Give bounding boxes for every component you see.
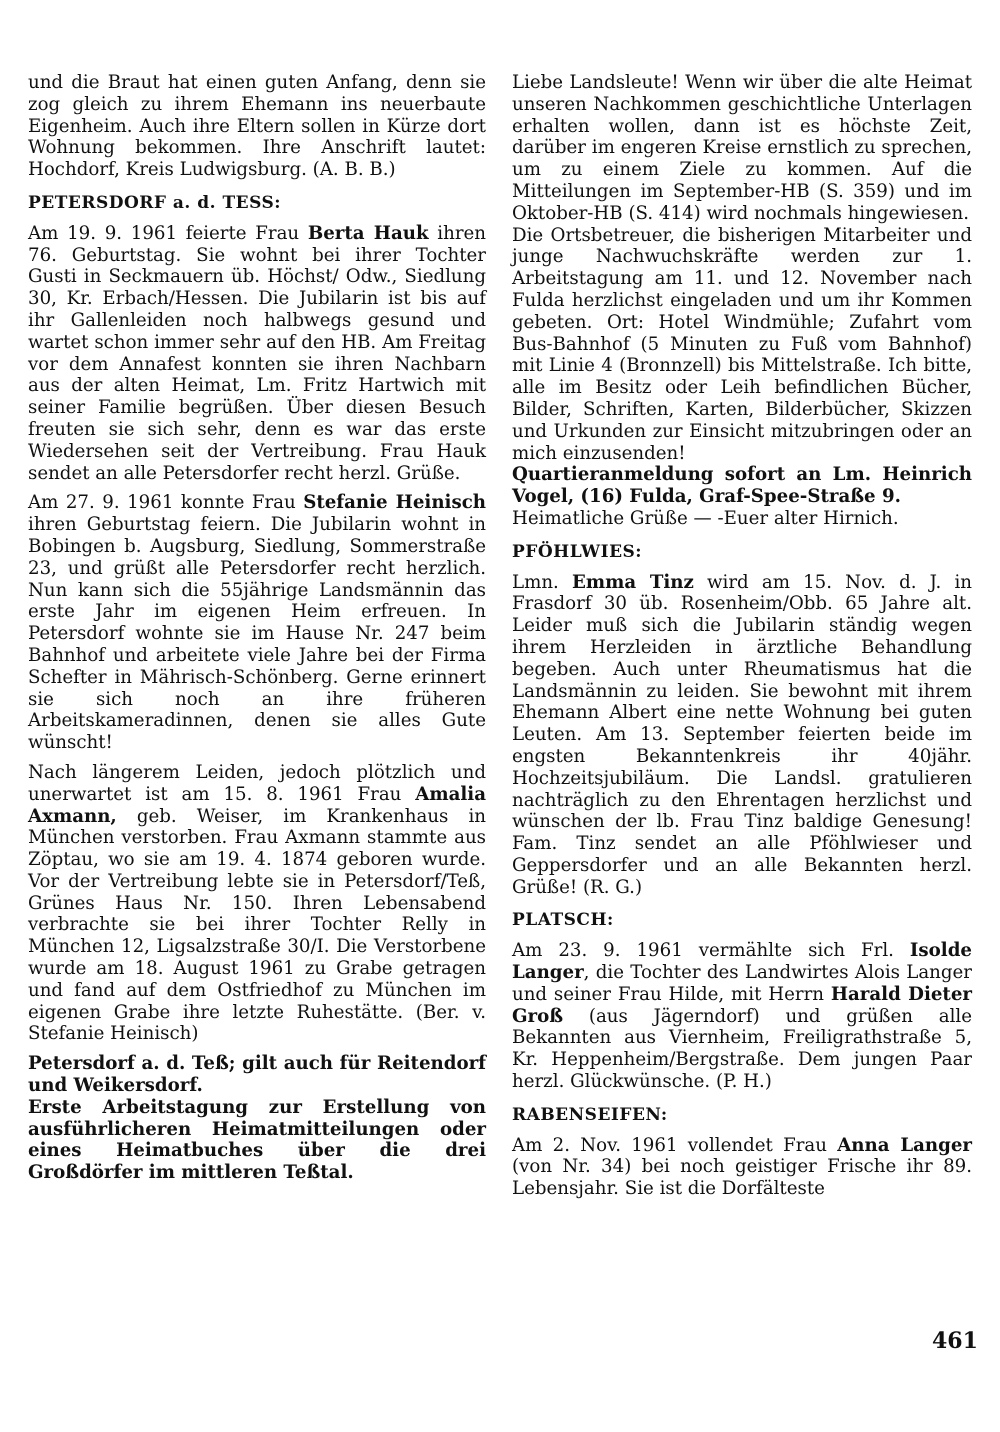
name-emma-tinz: Emma Tinz bbox=[571, 571, 694, 593]
paragraph-berta-hauk: Am 19. 9. 1961 feierte Frau Berta Hauk ihren 76. Geburtstag. Sie wohnt bei ihrer Tochter Gusti in Seckmauern üb. Höchst/ Odw., Siedlung 30, Kr. Erbach/Hessen. Die Jubilarin ist bis auf ihr Gallenleiden noch halbwegs gesund und wartet schon immer sehr auf den HB. Am Freitag vor dem Annafest konnten sie ihren Nachbarn aus der alten Heimat, Lm. Fritz Hartwich mit seiner Familie begrüßen. Über diesen Besuch freuten sie sich sehr, denn es war das erste Wiedersehen seit der Vertreibung. Frau Hauk sendet an alle Petersdorfer recht herzl. Grüße. bbox=[28, 222, 487, 484]
bold-paragraph-quartieranmeldung: Quartieranmeldung sofort an Lm. Heinrich Vogel, (16) Fulda, Graf-Spee-Straße 9. bbox=[512, 464, 972, 508]
paragraph-amalia-axmann: Nach längerem Leiden, jedoch plötzlich und unerwartet ist am 15. 8. 1961 Frau Amalia Axmann, geb. Weiser, im Krankenhaus in München verstorben. Frau Axmann stammte aus Zöptau, wo sie am 19. 4. 1874 geboren wurde. Vor der Vertreibung lebte sie in Petersdorf/Teß, Grünes Haus Nr. 150. Ihren Lebensabend verbrachte sie bei ihrer Tochter Relly in München 12, Ligsalzstraße 30/I. Die Verstorbene wurde am 18. August 1961 zu Grabe getragen und fand auf dem Ostfriedhof zu München im eigenen Grabe ihre letzte Ruhestätte. (Ber. v. Stefanie Heinisch) bbox=[28, 761, 486, 1045]
paragraph-ortsbetreuer: Die Ortsbetreuer, die bisherigen Mitarbeiter und junge Nachwuchskräfte werden zur 1. Arbeitstagung am 11. und 12. November nach Fulda herzlichst eingeladen und um ihr Kommen gebeten. Ort: Hotel Windmühle; Zufahrt vom Bus-Bahnhof (5 Minuten zu Fuß vom Bahnhof) mit Linie 4 (Bronnzell) bis Mittelstraße. Ich bitte, alle im Besitz oder Leih befindlichen Bücher, Bilder, Schriften, Karten, Bilderbücher, Skizzen und Urkunden zur Einsicht mitzubringen oder an mich einzusenden! bbox=[512, 224, 972, 464]
paragraph-gruesse-hirnich: Heimatliche Grüße — -Euer alter Hirnich. bbox=[512, 507, 899, 529]
name-amalia-axmann: Amalia Axmann, bbox=[28, 783, 486, 827]
page-number: 461 bbox=[932, 1328, 978, 1354]
name-harald-dieter-gross: Harald Dieter Groß bbox=[512, 983, 972, 1027]
paragraph-isolde-langer: Am 23. 9. 1961 vermählte sich Frl. Isolde Langer, die Tochter des Landwirtes Alois Langer und seiner Frau Hilde, mit Herrn Harald Dieter Groß (aus Jägerndorf) und grüßen alle Bekannten aus Viernheim, Freiligrathstraße 5, Kr. Heppenheim/Bergstraße. Dem jungen Paar herzl. Glückwünsche. (P. H.) bbox=[512, 940, 972, 1093]
left-column bbox=[28, 72, 486, 1192]
right-column bbox=[512, 72, 972, 1208]
name-stefanie-heinisch: Stefanie Heinisch bbox=[303, 492, 486, 514]
name-berta-hauk: Berta Hauk bbox=[307, 222, 429, 244]
bold-paragraph-petersdorf-teß: Petersdorf a. d. Teß; gilt auch für Reitendorf und Weikersdorf. bbox=[28, 1053, 486, 1097]
bold-paragraph-arbeitstagung: Erste Arbeitstagung zur Erstellung von ausführlicheren Heimatmitteilungen oder eines Heimatbuches über die drei Großdörfer im mittleren Teßtal. bbox=[28, 1096, 486, 1184]
name-anna-langer: Anna Langer bbox=[837, 1134, 972, 1156]
paragraph-emma-tinz: Lmn. Emma Tinz wird am 15. Nov. d. J. in Frasdorf 30 üb. Rosenheim/Obb. 65 Jahre alt. Leider muß sich die Jubilarin ständig wegen ihrem Herzleiden in ärztliche Behandlung begeben. Auch unter Rheumatismus hat die Landsmännin zu leiden. Sie bewohnt mit ihrem Ehemann Albert eine nette Wohnung bei guten Leuten. Am 13. September feierten beide im engsten Bekanntenkreis ihr 40jähr. Hochzeitsjubiläum. Die Landsl. gratulieren nachträglich zu den Ehrentagen herzlichst und wünschen der lb. Frau Tinz baldige Genesung! Fam. Tinz sendet an alle Pföhlwieser und Geppersdorfer und an alle Bekannten herzl. Grüße! (R. G.) bbox=[512, 571, 973, 898]
paragraph-bride: und die Braut hat einen guten Anfang, denn sie zog gleich zu ihrem Ehemann ins neuerbaute Eigenheim. Auch ihre Eltern sollen in Kürze dort Wohnung bekommen. Ihre Anschrift lautet: Hochdorf, Kreis Ludwigsburg. (A. B. B.) bbox=[28, 72, 486, 181]
heading-platsch: PLATSCH: bbox=[512, 910, 614, 931]
paragraph-stefanie-heinisch: Am 27. 9. 1961 konnte Frau Stefanie Heinisch ihren Geburtstag feiern. Die Jubilarin wohnt in Bobingen b. Augsburg, Siedlung, Sommerstraße 23, und grüßt alle Petersdorfer recht herzlich. Nun kann sich die 55jährige Landsmännin das erste Jahr im eigenen Heim erfreuen. In Petersdorf wohnte sie im Hause Nr. 247 beim Bahnhof und arbeitete viele Jahre bei der Firma Schefter in Mährisch-Schönberg. Gerne erinnert sie sich noch an ihre früheren Arbeitskameradinnen, denen sie alles Gute wünscht! bbox=[28, 492, 486, 754]
heading-pfoehlwies: PFÖHLWIES: bbox=[512, 541, 643, 562]
paragraph-liebe-landsleute: Liebe Landsleute! Wenn wir über die alte Heimat unseren Nachkommen geschichtliche Unterlagen erhalten wollen, dann ist es höchste Zeit, darüber im engeren Kreise ernstlich zu sprechen, um zu einem Ziele zu kommen. Auf die Mitteilungen im September-HB (S. 359) und im Oktober-HB (S. 414) wird nochmals hingewiesen. bbox=[512, 72, 972, 224]
paragraph-anna-langer: Am 2. Nov. 1961 vollendet Frau Anna Langer (von Nr. 34) bei noch geistiger Frische ihr 89. Lebensjahr. Sie ist die Dorfälteste bbox=[512, 1134, 972, 1200]
heading-petersdorf: PETERSDORF a. d. TESS: bbox=[28, 192, 282, 213]
heading-rabenseifen: RABENSEIFEN: bbox=[512, 1104, 668, 1125]
name-isolde-langer: Isolde Langer bbox=[512, 940, 972, 984]
